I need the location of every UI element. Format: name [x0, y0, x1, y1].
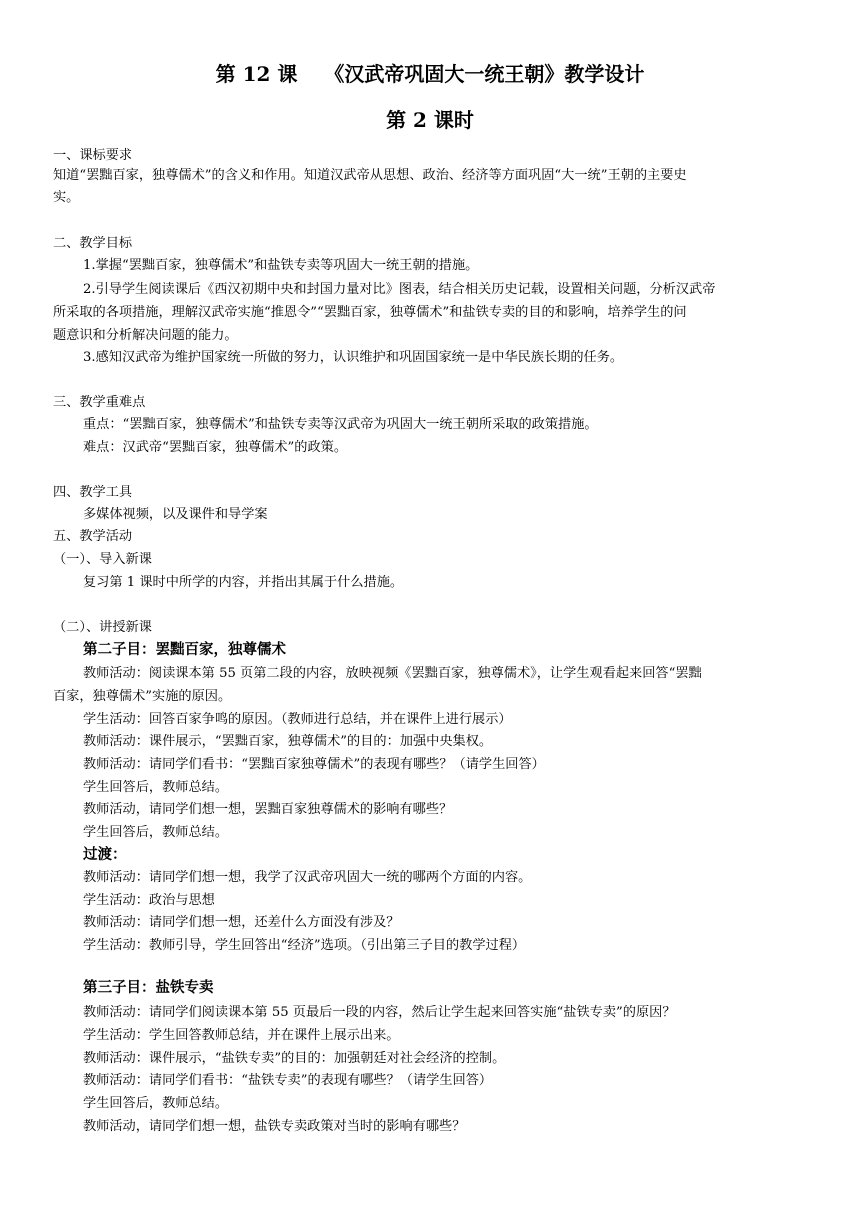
subsection-2-line: 教师活动：请同学们看书：“罢黜百家独尊儒术”的表现有哪些？（请学生回答） [83, 757, 545, 772]
section-4-text: 多媒体视频，以及课件和导学案 [83, 507, 268, 522]
section-1-text-line-2: 实。 [53, 190, 80, 205]
subsection-3-line: 学生活动：学生回答教师总结，并在课件上展示出来。 [83, 1028, 400, 1043]
section-2-item-1: 1.掌握“罢黜百家，独尊儒术”和盐铁专卖等巩固大一统王朝的措施。 [83, 258, 479, 273]
subsection-2-line: 学生活动：回答百家争鸣的原因。（教师进行总结，并在课件上进行展示） [83, 712, 512, 727]
section-5-intro-text: 复习第 1 课时中所学的内容，并指出其属于什么措施。 [83, 575, 404, 590]
section-1-text-line-1: 知道“罢黜百家，独尊儒术”的含义和作用。知道汉武帝从思想、政治、经济等方面巩固“大一统”王朝的主要史 [53, 168, 687, 183]
document-subtitle: 第 2 课时 [386, 108, 474, 132]
subsection-2-heading: 第二子目：罢黜百家，独尊儒术 [83, 641, 286, 658]
subsection-2-line: 学生回答后，教师总结。 [83, 780, 229, 795]
section-2-item-2-line-1: 2.引导学生阅读课后《西汉初期中央和封国力量对比》图表，结合相关历史记载，设置相关问题，分析汉武帝 [83, 282, 716, 297]
section-2-item-3: 3.感知汉武帝为维护国家统一所做的努力，认识维护和巩固国家统一是中华民族长期的任务。 [83, 350, 624, 365]
subsection-3-line: 教师活动，请同学们想一想，盐铁专卖政策对当时的影响有哪些？ [83, 1119, 466, 1134]
transition-line: 学生活动：教师引导，学生回答出“经济”选项。（引出第三子目的教学过程） [83, 938, 526, 953]
subsection-3-line: 教师活动：请同学们阅读课本第 55 页最后一段的内容，然后让学生起来回答实施“盐铁专卖”的原因？ [83, 1005, 676, 1020]
section-5-teach-heading: （二）、讲授新课 [53, 620, 152, 635]
transition-line: 教师活动：请同学们想一想，我学了汉武帝巩固大一统的哪两个方面的内容。 [83, 870, 532, 885]
subsection-3-heading: 第三子目：盐铁专卖 [83, 979, 214, 996]
section-1-heading: 一、课标要求 [53, 148, 133, 163]
section-3-heading: 三、教学重难点 [53, 395, 146, 410]
subsection-2-line: 教师活动：阅读课本第 55 页第二段的内容，放映视频《罢黜百家，独尊儒术》，让学生观看起来回答“罢黜 [83, 666, 702, 681]
section-3-key-point: 重点：“罢黜百家，独尊儒术”和盐铁专卖等汉武帝为巩固大一统王朝所采取的政策措施。 [83, 417, 598, 432]
section-2-heading: 二、教学目标 [53, 236, 133, 251]
section-3-difficult-point: 难点：汉武帝“罢黜百家，独尊儒术”的政策。 [83, 440, 348, 455]
subsection-3-line: 学生回答后，教师总结。 [83, 1096, 229, 1111]
subsection-2-line: 教师活动，请同学们想一想，罢黜百家独尊儒术的影响有哪些？ [83, 802, 453, 817]
section-2-item-2-line-2: 所采取的各项措施，理解汉武帝实施“推恩令”“罢黜百家，独尊儒术”和盐铁专卖的目的和影响，培养学生的问 [53, 305, 687, 320]
transition-line: 学生活动：政治与思想 [83, 893, 215, 908]
section-5-heading: 五、教学活动 [53, 529, 133, 544]
section-4-heading: 四、教学工具 [53, 485, 133, 500]
subsection-2-line: 百家，独尊儒术”实施的原因。 [53, 689, 232, 704]
transition-heading: 过渡： [83, 846, 127, 863]
subsection-2-line: 教师活动：课件展示，“罢黜百家，独尊儒术”的目的：加强中央集权。 [83, 734, 493, 749]
transition-line: 教师活动：请同学们想一想，还差什么方面没有涉及？ [83, 915, 400, 930]
section-2-item-2-line-3: 题意识和分析解决问题的能力。 [53, 328, 238, 343]
document-title: 第 12 课 《汉武帝巩固大一统王朝》教学设计 [215, 62, 645, 86]
subsection-2-line: 学生回答后，教师总结。 [83, 825, 229, 840]
subsection-3-line: 教师活动：课件展示，“盐铁专卖”的目的：加强朝廷对社会经济的控制。 [83, 1051, 506, 1066]
section-5-intro-heading: （一）、导入新课 [53, 552, 152, 567]
subsection-3-line: 教师活动：请同学们看书：“盐铁专卖”的表现有哪些？（请学生回答） [83, 1073, 493, 1088]
